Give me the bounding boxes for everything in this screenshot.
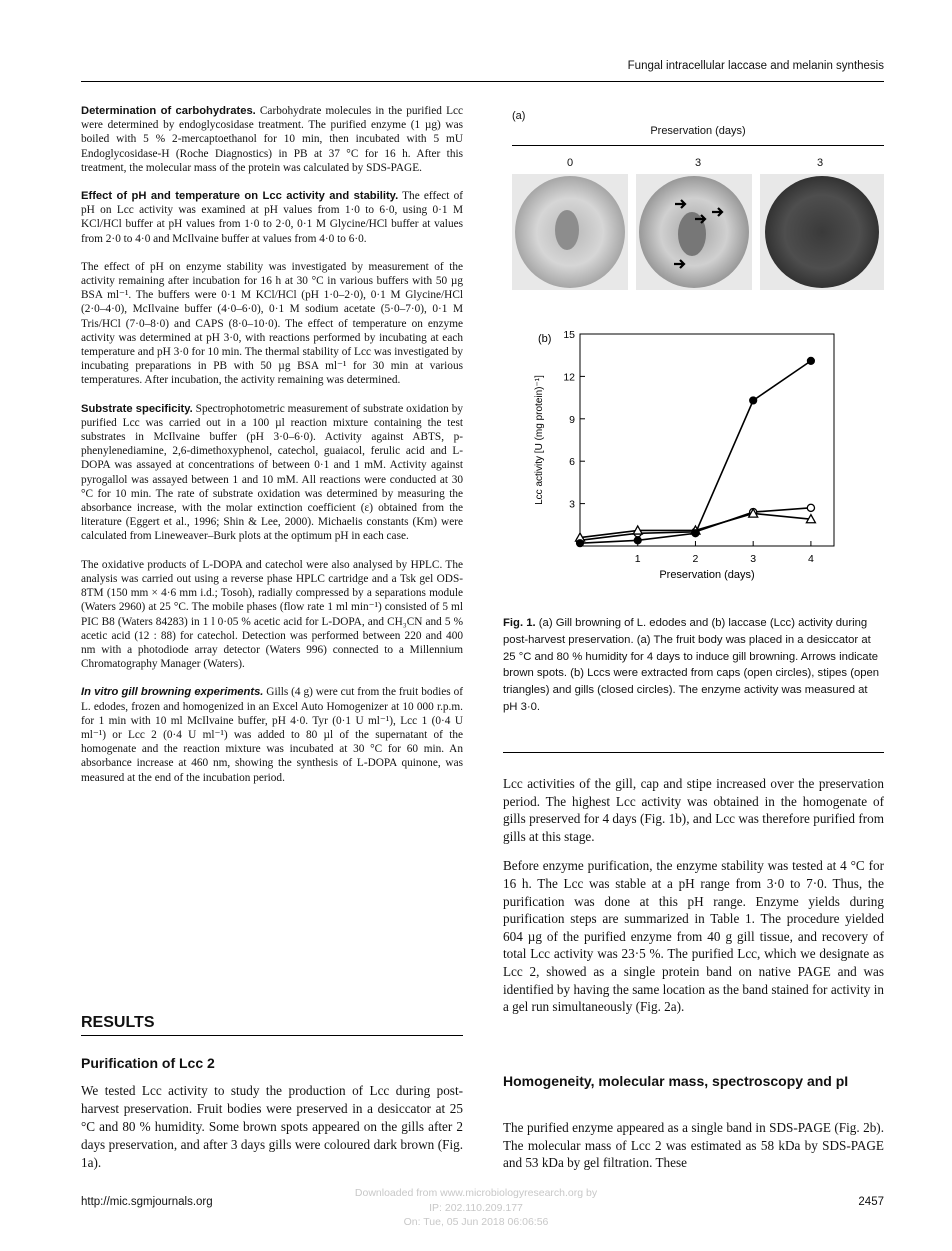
point-closed-circle — [692, 530, 699, 537]
preservation-title: Preservation (days) — [650, 125, 746, 137]
y-tick-label: 3 — [569, 498, 575, 511]
x-tick-label: 4 — [807, 553, 814, 565]
x-axis-label: Preservation (days) — [659, 569, 755, 581]
text-ph-effect: The effect of pH on Lcc activity was examined at pH values from 1·0 to 6·0, using 0·1 M KCl/HCl buffer at pH values from 1·0 to 2·0, 0·1 M Glycine/HCl buffer at values from 2·0 to 4·0 and McIlvaine buffer at values from 4·0 to 6·0. — [81, 190, 463, 245]
x-tick-label: 3 — [750, 553, 757, 565]
point-closed-circle — [807, 357, 814, 364]
running-title: Fungal intracellular laccase and melanin synthesis — [627, 60, 884, 72]
caption-text: (a) Gill browning of L. edodes and (b) laccase (Lcc) activity during post-harvest preservation. (a) The fruit body was placed in a desiccator at 25 °C and 80 % humidity for 4 days to induce gill browning. Arrows indicate brown spots. (b) Lccs were extracted from caps (open circles), stipes (open triangles) and gills (closed circles). The enzyme activity was measured at pH 3·0. — [503, 617, 880, 713]
watermark-line-2: IP: 202.110.209.177 — [429, 1201, 523, 1214]
paragraph-ph-effect — [81, 189, 463, 246]
footer-url[interactable]: http://mic.sgmjournals.org — [81, 1196, 213, 1208]
purification-heading: Purification of Lcc 2 — [81, 1055, 215, 1071]
caption-label: Fig. 1. — [503, 617, 536, 629]
stipe-day-0 — [555, 210, 579, 250]
watermark-line-1: Downloaded from www.microbiologyresearch.org by — [354, 1187, 598, 1199]
results-heading: RESULTS — [81, 1014, 463, 1036]
mushroom-day-3 — [765, 176, 879, 288]
watermark-line-3: On: Tue, 05 Jun 2018 06:06:56 — [403, 1216, 549, 1228]
paragraph-hplc: The oxidative products of L-DOPA and catechol were also analysed by HPLC. The analysis was carried out using a reverse phase HPLC cartridge and a Tsk gel ODS-8TM (150 mm × 4·6 mm i.d.; Tosoh), radially compressed by a separations module (Waters 2960) at 25 °C. The mobile phases (flow rate 1 ml min⁻¹) consisted of 5 ml PIC B8 (Waters 84283) in 1 l 0·05 % acetic acid for L-DOPA, and CH₃CN and 5 % acetic acid (12 : 88) for catechol. Detection was performed between 220 and 400 nm with a photodiode array detector (Waters 996) connected to a Millennium Chromatography Manager (Waters). — [81, 558, 463, 671]
panel-a-label: (a) — [512, 110, 526, 122]
paragraph-enzyme-stability: Before enzyme purification, the enzyme stability was tested at 4 °C for 16 h. The Lcc was stable at a pH range from 3·0 to 7·0. Thus, the purification was done at this pH range. Enzyme yields during purification steps are summarized in Table 1. The procedure yielded 604 µg of the purified enzyme from 40 g gill tissue, and recovery of total Lcc activity was 23·5 %. The purified Lcc, which we designate as Lcc 2, showed as a single protein band on native PAGE and was identified by having the same location as the band stained for activity in a gel run simultaneously (Fig. 2a). — [503, 858, 884, 1015]
plot-frame — [580, 334, 834, 546]
text-carbohydrates: Carbohydrate molecules in the purified Lcc were determined by endoglycosidase treatment. The purified enzyme (1 µg) was boiled with 5 % 2-mercaptoethanol for 10 min, then incubated with 5 mU Endoglycosidase-H (Roche Diagnostics) in PB at 37 °C for 16 h. After this treatment, the molecular mass of the protein was calculated by SDS-PAGE. — [81, 105, 463, 174]
paragraph-stability: The effect of pH on enzyme stability was investigated by measurement of the activity remaining after incubation for 16 h at 30 °C in various buffers with 50 µg BSA ml⁻¹. The buffers were 0·1 M KCl/HCl (pH 1·0–2·0), 0·1 M Glycine/HCl (2·0–4·0), McIlvaine buffer (4·0–6·0), 0·1 M sodium acetate (5·0–7·0), 0·1 M Tris/HCl (7·0–8·0) and CAPS (8·0–10·0). The effect of temperature on enzyme activity was determined at pH 3·0, with reactions performed by incubating at each temperature and pH 3·0 for 10 min. The thermal stability of Lcc was investigated by incubating preparations in PB with 50 µg BSA ml⁻¹ for 30 min at various temperatures. After incubation, the activity remaining was determined. — [81, 260, 463, 387]
day-label-0: 0 — [566, 157, 574, 169]
right-column-body — [503, 775, 884, 1028]
point-closed-circle — [576, 540, 583, 547]
heading-substrate: Substrate specificity. — [81, 402, 193, 415]
homogeneity-heading: Homogeneity, molecular mass, spectroscopy and pI — [503, 1073, 849, 1089]
download-watermark — [300, 1186, 652, 1230]
paragraph-substrate — [81, 402, 463, 544]
y-tick-label: 9 — [569, 413, 575, 426]
paragraph-carbohydrates — [81, 104, 463, 175]
left-column — [81, 104, 463, 799]
heading-carbohydrates: Determination of carbohydrates. — [81, 105, 256, 117]
y-tick-label: 6 — [569, 456, 575, 469]
point-open-circle — [807, 504, 814, 511]
gill-photographs — [512, 174, 884, 292]
panel-b-label: (b) — [538, 333, 552, 345]
paragraph-invitro — [81, 685, 463, 784]
point-closed-circle — [634, 537, 641, 544]
homogeneity-text: The purified enzyme appeared as a single band in SDS-PAGE (Fig. 2b). The molecular mass of Lcc 2 was estimated as 58 kDa by SDS-PAGE and 53 kDa by gel filtration. These — [503, 1120, 884, 1171]
paragraph-lcc-activities: Lcc activities of the gill, cap and stipe increased over the preservation period. The highest Lcc activity was obtained in the homogenate of gills preserved for 4 days (Fig. 1b), and Lcc was therefore purified from gills at this stage. — [503, 776, 884, 844]
point-closed-circle — [750, 397, 757, 404]
heading-ph-effect: Effect of pH and temperature on Lcc activity and stability. — [81, 190, 399, 203]
text-invitro: Gills (4 g) were cut from the fruit bodies of L. edodes, frozen and homogenized in an Excel Auto Homogenizer at 10 000 r.p.m. for 1 min with 10 ml McIlvaine buffer, pH 4·0. Tyr (0·1 U ml⁻¹), Lcc 1 (0·4 U ml⁻¹) or Lcc 2 (0·4 U ml⁻¹) was added to 80 µl of the supernatant of the homogenate and the reaction mixture was incubated at 30 °C for 60 min. An absorbance increase at 460 nm, showing the synthesis of L-DOPA quinone, was measured at the end of the incubation period. — [81, 686, 463, 784]
x-tick-label: 2 — [692, 553, 699, 565]
y-tick-label: 12 — [563, 371, 575, 384]
y-tick-label: 15 — [563, 330, 575, 341]
figure-caption — [503, 615, 884, 716]
x-tick-label: 1 — [634, 553, 641, 565]
caption-rule — [503, 752, 884, 753]
day-label-3b: 3 — [816, 157, 824, 169]
heading-invitro: In vitro gill browning experiments. — [81, 686, 264, 699]
figure-a-rule — [512, 145, 884, 146]
lcc-activity-chart — [512, 330, 842, 590]
day-label-2: 3 — [694, 157, 702, 169]
page-number: 2457 — [858, 1196, 884, 1208]
header-rule — [81, 81, 884, 82]
purification-text: We tested Lcc activity to study the production of Lcc during post-harvest preservation. Fruit bodies were preserved in a desiccator at 25 °C and 80 % humidity. Some brown spots appeared on the gills after 2 days preservation, and after 3 days gills were coloured dark brown (Fig. 1a). — [81, 1083, 463, 1170]
y-axis-label: Lcc activity [U (mg protein)⁻¹] — [534, 375, 545, 505]
text-substrate: Spectrophotometric measurement of substrate oxidation by purified Lcc was carried out in a 100 µl reaction mixture containing the test substrates in McIlvaine buffer (pH 3·0–6·0). Activity against ABTS, p-phenylenediamine, 2,6-dimethoxyphenol, catechol, guaiacol, ferulic acid and L-DOPA was assayed at concentrations of between 0·1 and 1 mM. Activity against pyrogallol was assayed between 1 and 10 mM. All reactions were conducted at 30 °C for 10 min. The rate of substrate oxidation was determined by measuring the absorbance increase, with the molar extinction coefficient (ε) obtained from the literature (Eggert et al., 1996; Shin & Lee, 2000). Michaelis constants (Km) were calculated from Lineweaver–Burk plots at the optimum pH in each case. — [81, 402, 463, 543]
